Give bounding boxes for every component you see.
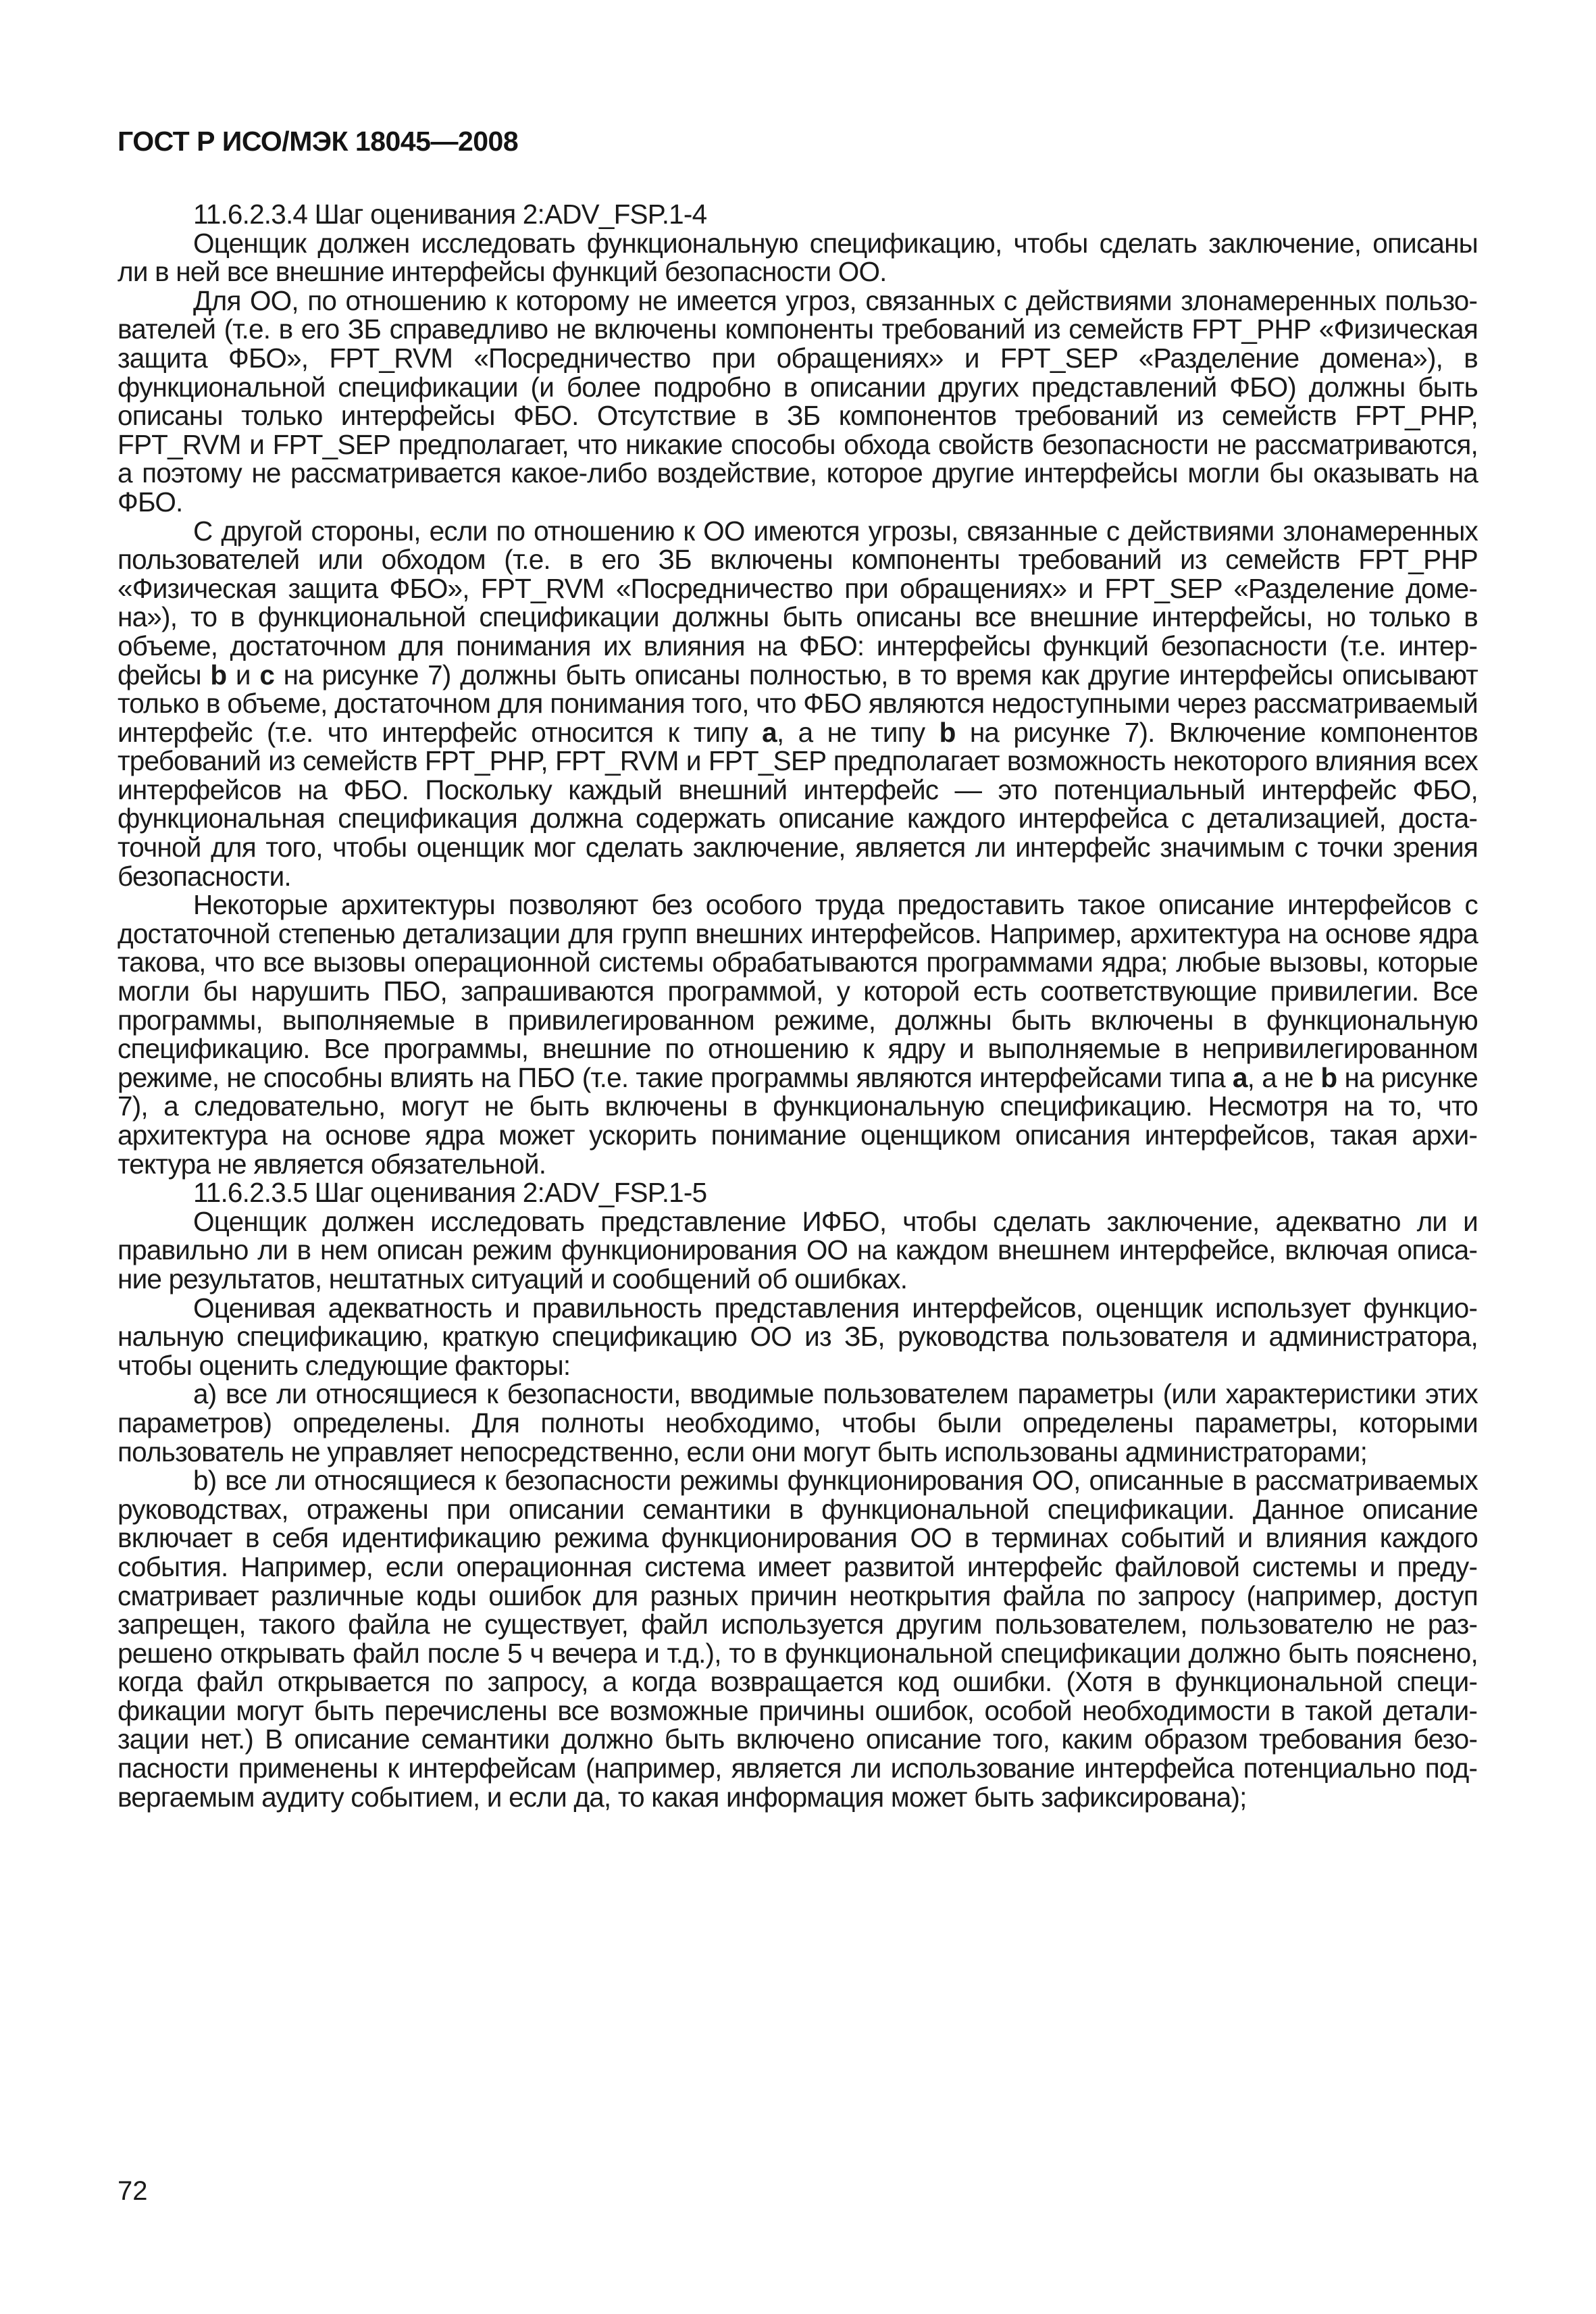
paragraph-3-text-2: и [226,659,260,690]
bold-letter-c: c [259,659,275,690]
bold-letter-b: b [210,659,227,690]
paragraph-3-text-4: , а не типу [776,716,939,748]
page-number: 72 [118,2176,148,2206]
document-header-title: ГОСТ Р ИСО/МЭК 18045—2008 [118,126,519,157]
list-item-b: b) все ли относящиеся к безопасности режимы функционирования ОО, описанные в рассматриваемых руководствах, отражены при описании семантики в функциональной спецификации. Данное описание включает в себя идентификацию режима функционирования ОО в терминах событий и влияния каждого события. Например, если операционная система имеет развитой интерфейс файловой системы и предусматривает различные коды ошибок для разных причин неоткрытия файла по запросу (например, доступ запрещен, такого файла не существует, файл используется другим пользователем, пользователю не разрешено открывать файл после 5 ч вечера и т.д.), то в функциональной спецификации должно быть пояснено, когда файл открывается по запросу, а когда возвращается код ошибки. (Хотя в функциональной спецификации могут быть перечислены все возможные причины ошибок, особой необходимости в такой детализации нет.) В описание семантики должно быть включено описание того, каким образом требования безопасности применены к интерфейсам (например, является ли использование интерфейса потенциально подвергаемым аудиту событием, и если да, то какая информация может быть зафиксирована); [118,1465,1478,1813]
section-heading-1-4: 11.6.2.3.4 Шаг оценивания 2:ADV_FSP.1-4 [193,199,707,230]
paragraph-4-text-2: , а не [1247,1061,1321,1093]
bold-letter-a: a [1232,1061,1247,1093]
section-heading-1-5: 11.6.2.3.5 Шаг оценивания 2:ADV_FSP.1-5 [193,1177,707,1209]
bold-letter-a: a [762,716,777,748]
paragraph-4-text-1: Некоторые архитектуры позволяют без особого труда предоставить такое описание интерфейсов с достаточной степенью детализации для групп внешних интерфейсов. Например, архитектура на основе ядра такова, что все вызовы операционной системы обрабатываются программами ядра; любые вызовы, которые могли бы нарушить ПБО, запрашиваются программой, у которой есть соответствующие привилегии. Все программы, выполняемые в привилегированном режиме, должны быть включены в функциональную спецификацию. Все программы, внешние по отношению к ядру и выполняемые в непривилегированном режиме, не способны влиять на ПБО (т.е. такие программы являются интерфейсами типа [118,889,1478,1093]
paragraph-3-text-1: С другой стороны, если по отношению к ОО имеются угрозы, связанные с действиями злонамеренных пользователей или обходом (т.е. в его ЗБ включены компоненты требований из семейств FPT_PHP «Физическая защита ФБО», FPT_RVM «Посредничество при обращениях» и FPT_SEP «Разделение домена»), то в функциональной спецификации должны быть описаны все внешние интерфейсы, но только в объеме, достаточном для понимания их влияния на ФБО: интерфейсы функций безопасности (т.е. интерфейсы [118,515,1478,690]
paragraph-3-text-5: на рисунке 7). Включение компонентов требований из семейств FPT_PHP, FPT_RVM и FPT_SEP предполагает возможность некоторого влияния всех интерфейсов на ФБО. Поскольку каждый внешний интерфейс — это потенциальный интерфейс ФБО, функциональная спецификация должна содержать описание каждого интерфейса с детализацией, достаточной для того, чтобы оценщик мог сделать заключение, является ли интерфейс значимым с точки зрения безопасности. [118,716,1478,892]
paragraph-3 [118,517,1478,891]
paragraph-4-text-3: на рисунке 7), а следовательно, могут не быть включены в функциональную спецификацию. Несмотря на то, что архитектура на основе ядра может ускорить понимание оценщиком описания интерфейсов, такая архитектура не является обязательной. [118,1061,1478,1180]
paragraph-2: Для ОО, по отношению к которому не имеется угроз, связанных с действиями злонамеренных пользователей (т.е. в его ЗБ справедливо не включены компоненты требований из семейств FPT_PHP «Физическая защита ФБО», FPT_RVM «Посредничество при обращениях» и FPT_SEP «Разделение домена»), в функциональной спецификации (и более подробно в описании других представлений ФБО) должны быть описаны только интерфейсы ФБО. Отсутствие в ЗБ компонентов требований из семейств FPT_PHP, FPT_RVM и FPT_SEP предполагает, что никакие способы обхода свойств безопасности не рассматриваются, а поэтому не рассматривается какое-либо воздействие, которое другие интерфейсы могли бы оказывать на ФБО. [118,284,1478,518]
paragraph-5: Оценщик должен исследовать представление ИФБО, чтобы сделать заключение, адекватно ли и правильно ли в нем описан режим функционирования ОО на каждом внешнем интерфейсе, включая описание результатов, нештатных ситуаций и сообщений об ошибках. [118,1205,1478,1294]
bold-letter-b: b [939,716,956,748]
paragraph-4 [118,890,1478,1178]
paragraph-3-text-3: на рисунке 7) должны быть описаны полностью, в то время как другие интерфейсы описывают только в объеме, достаточном для понимания того, что ФБО являются недоступными через рассматриваемый интерфейс (т.е. что интерфейс относится к типу [118,659,1478,748]
bold-letter-b: b [1320,1061,1337,1093]
list-item-a: a) все ли относящиеся к безопасности, вводимые пользователем параметры (или характеристики этих параметров) определены. Для полноты необходимо, чтобы были определены параметры, которыми пользователь не управляет непосредственно, если они могут быть использованы администраторами; [118,1378,1478,1467]
paragraph-6: Оценивая адекватность и правильность представления интерфейсов, оценщик использует функциональную спецификацию, краткую спецификацию ОО из ЗБ, руководства пользователя и администратора, чтобы оценить следующие факторы: [118,1292,1478,1381]
paragraph-1: Оценщик должен исследовать функциональную спецификацию, чтобы сделать заключение, описаны ли в ней все внешние интерфейсы функций безопасности ОО. [118,227,1478,288]
document-body [118,200,1478,1811]
